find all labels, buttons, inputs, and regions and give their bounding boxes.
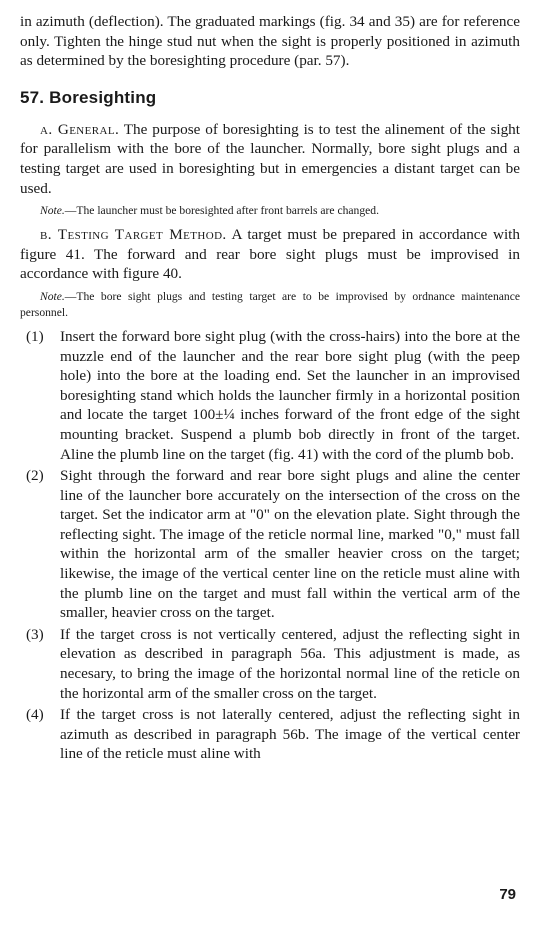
section-heading: 57. Boresighting	[20, 87, 157, 107]
step-number: (3)	[26, 625, 44, 643]
general-note-label: Note.	[40, 204, 65, 218]
page-number: 79	[499, 886, 516, 903]
step-text: Insert the forward bore sight plug (with the cross-hairs) into the bore at the muzzle end of the launcher and the rear bore sight plug (with the peep hole) into the bore at the loading end. Set the launcher in an improvised boresighting stand which holds the launcher firmly in a horizontal position and locate the target 100±¼ inches forward of the front edge of the sight mounting bracket. Suspend a plumb bob directly in front of the target. Aline the plumb line on the target (fig. 41) with the cord of the plumb bob.	[60, 327, 520, 463]
general-lead: a. General.	[40, 120, 120, 138]
step-number: (4)	[26, 706, 44, 724]
step-text: If the target cross is not laterally centered, adjust the reflecting sight in azimuth as described in paragraph 56b. The image of the vertical center line of the reticle must aline with	[60, 706, 520, 763]
testing-target-note-text: —The bore sight plugs and testing target are to be improvised by ordnance maintenance personnel.	[20, 289, 520, 319]
intro-paragraph: in azimuth (deflection). The graduated markings (fig. 34 and 35) are for reference only. Tighten the hinge stud nut when the sight is properly positioned in azimuth as determined by the boresighting procedure (par. 57).	[20, 13, 520, 70]
step-text: Sight through the forward and rear bore sight plugs and aline the center line of the launcher bore accurately on the intersection of the cross on the target. Set the indicator arm at "0" on the elevation plate. Sight through the reflecting sight. The image of the reticle normal line, marked "0," must fall within the horizontal arm of the smaller heavier cross on the target; likewise, the image of the vertical center line on the reticle must aline with the plumb line on the target and must fall within the vertical arm of the smaller, heavier cross on the target.	[60, 467, 520, 622]
testing-target-paragraph	[20, 225, 520, 284]
procedure-step	[20, 466, 520, 623]
general-text: The purpose of boresighting is to test the alinement of the sight for parallelism with the bore of the launcher. Normally, bore sight plugs and a testing target are used in boresighting but in emergencies a distant target can be used.	[20, 120, 520, 197]
testing-target-text: A target must be prepared in accordance with figure 41. The forward and rear bore sight plugs must be improvised in accordance with figure 40.	[20, 226, 520, 283]
general-note	[20, 203, 520, 219]
testing-target-note	[20, 289, 520, 321]
procedure-steps	[20, 327, 520, 764]
procedure-step	[20, 705, 520, 764]
procedure-step	[20, 327, 520, 464]
step-text: If the target cross is not vertically centered, adjust the reflecting sight in elevation as described in paragraph 56a. This adjustment is made, as necesary, to bring the image of the horizontal normal line of the reticle on the horizontal arm of the smaller cross on the target.	[60, 625, 520, 702]
general-note-text: —The launcher must be boresighted after front barrels are changed.	[64, 204, 379, 218]
testing-target-note-label: Note.	[40, 289, 65, 303]
step-number: (1)	[26, 327, 44, 345]
procedure-step	[20, 625, 520, 703]
general-paragraph	[20, 120, 520, 198]
testing-target-lead: b. Testing Target Method.	[40, 226, 227, 244]
step-number: (2)	[26, 467, 44, 485]
